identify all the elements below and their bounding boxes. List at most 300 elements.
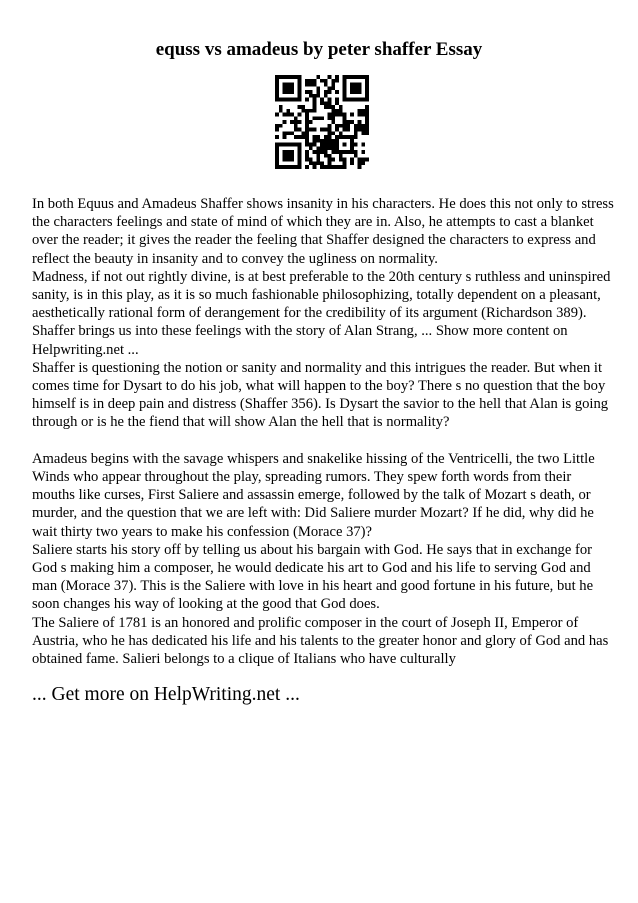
qr-module (309, 128, 313, 132)
qr-module (324, 94, 328, 98)
qr-module (286, 113, 290, 117)
qr-module (294, 116, 298, 120)
qr-module (298, 105, 302, 109)
qr-module (305, 165, 309, 169)
qr-module (290, 131, 294, 135)
qr-module (283, 158, 287, 162)
qr-module (290, 154, 294, 158)
qr-module (305, 109, 309, 113)
qr-module (358, 165, 362, 169)
qr-module (290, 143, 294, 147)
qr-module (331, 116, 335, 120)
qr-module (343, 143, 347, 147)
qr-module (286, 150, 290, 154)
qr-module (309, 90, 313, 94)
qr-module (335, 98, 339, 102)
qr-module (331, 143, 335, 147)
qr-module (313, 101, 317, 105)
qr-module (286, 143, 290, 147)
qr-module (343, 86, 347, 90)
qr-module (301, 109, 305, 113)
qr-module (313, 135, 317, 139)
qr-module (361, 150, 365, 154)
qr-module (275, 79, 279, 83)
qr-module (354, 124, 358, 128)
qr-module (324, 146, 328, 150)
qr-module (350, 120, 354, 124)
qr-module (324, 105, 328, 109)
qr-module (328, 124, 332, 128)
qr-module (313, 83, 317, 87)
qr-module (324, 150, 328, 154)
qr-module (305, 113, 309, 117)
qr-module (339, 113, 343, 117)
essay-body (32, 195, 616, 668)
qr-module (354, 143, 358, 147)
qr-module (328, 131, 332, 135)
qr-module (316, 94, 320, 98)
qr-module (335, 143, 339, 147)
qr-module (305, 128, 309, 132)
qr-module (343, 165, 347, 169)
qr-module (301, 105, 305, 109)
qr-module (313, 143, 317, 147)
qr-module (339, 135, 343, 139)
qr-module (350, 146, 354, 150)
qr-module (309, 120, 313, 124)
qr-module (343, 90, 347, 94)
paragraph: Madness, if not out rightly divine, is at best preferable to the 20th century s ruthless and uninspired sanity, is in this play, as it is so much fashionable philosophizing, totally dependent on a pleasant, aesthetically rational form of derangement for the credibility of its argument (Richardson 389). (32, 268, 611, 322)
qr-module (343, 150, 347, 154)
qr-module (283, 143, 287, 147)
qr-module (328, 90, 332, 94)
qr-module (283, 75, 287, 79)
qr-module (335, 79, 339, 83)
qr-module (335, 113, 339, 117)
qr-module (298, 150, 302, 154)
qr-module (324, 143, 328, 147)
qr-module (335, 135, 339, 139)
qr-module (328, 143, 332, 147)
qr-module (354, 90, 358, 94)
qr-module (358, 158, 362, 162)
qr-module (283, 135, 287, 139)
qr-module (331, 79, 335, 83)
qr-module (298, 154, 302, 158)
qr-module (294, 124, 298, 128)
qr-module (283, 113, 287, 117)
qr-module (331, 83, 335, 87)
qr-module (309, 79, 313, 83)
qr-module (309, 143, 313, 147)
qr-module (305, 98, 309, 102)
qr-module (290, 98, 294, 102)
qr-module (350, 158, 354, 162)
qr-module (305, 124, 309, 128)
qr-module (365, 98, 369, 102)
qr-module (286, 131, 290, 135)
qr-module (298, 113, 302, 117)
qr-module (335, 75, 339, 79)
qr-module (275, 154, 279, 158)
qr-module (350, 98, 354, 102)
qr-module (328, 154, 332, 158)
paragraph: In both Equus and Amadeus Shaffer shows insanity in his characters. He does this not only to stress the characters feelings and state of mind of which they are in. Also, he attempts to cast a blanket over the reader; it gives the reader the feeling that Shaffer designed the characters to express and reflect the beauty in insanity and to convey the ugliness on normality. (32, 196, 614, 267)
qr-module (298, 135, 302, 139)
qr-module (290, 90, 294, 94)
qr-module (331, 158, 335, 162)
qr-module (324, 128, 328, 132)
qr-module (305, 116, 309, 120)
qr-module (331, 146, 335, 150)
qr-module (290, 113, 294, 117)
qr-module (331, 150, 335, 154)
qr-module (350, 90, 354, 94)
qr-module (305, 120, 309, 124)
qr-module (286, 98, 290, 102)
qr-module (283, 120, 287, 124)
qr-module (350, 161, 354, 165)
qr-module (335, 109, 339, 113)
qr-module (358, 75, 362, 79)
qr-module (346, 135, 350, 139)
qr-module (275, 90, 279, 94)
qr-module (283, 86, 287, 90)
qr-module (361, 131, 365, 135)
qr-module (361, 143, 365, 147)
qr-module (283, 154, 287, 158)
qr-module (343, 94, 347, 98)
qr-module (328, 101, 332, 105)
qr-module (346, 124, 350, 128)
qr-module (301, 131, 305, 135)
qr-module (354, 86, 358, 90)
qr-module (328, 146, 332, 150)
qr-module (365, 94, 369, 98)
qr-module (365, 158, 369, 162)
qr-module (275, 75, 279, 79)
qr-module (290, 158, 294, 162)
qr-module (350, 86, 354, 90)
qr-module (305, 143, 309, 147)
qr-module (350, 150, 354, 154)
qr-module (350, 113, 354, 117)
qr-module (346, 75, 350, 79)
qr-module (275, 165, 279, 169)
qr-module (313, 150, 317, 154)
qr-module (354, 75, 358, 79)
qr-module (279, 124, 283, 128)
qr-module (279, 105, 283, 109)
qr-module (316, 139, 320, 143)
qr-module (320, 139, 324, 143)
qr-module (275, 161, 279, 165)
qr-module (275, 83, 279, 87)
qr-module (286, 86, 290, 90)
qr-module (316, 116, 320, 120)
qr-module (313, 79, 317, 83)
qr-module (331, 139, 335, 143)
qr-module (335, 128, 339, 132)
qr-module (309, 83, 313, 87)
qr-module (313, 109, 317, 113)
qr-module (316, 135, 320, 139)
qr-module (361, 75, 365, 79)
qr-module (365, 116, 369, 120)
qr-module (275, 128, 279, 132)
qr-module (361, 98, 365, 102)
qr-module (290, 150, 294, 154)
qr-module (298, 86, 302, 90)
qr-module (275, 143, 279, 147)
qr-module (275, 124, 279, 128)
qr-module (313, 94, 317, 98)
qr-module (343, 75, 347, 79)
qr-module (339, 165, 343, 169)
qr-module (350, 143, 354, 147)
qr-module (298, 98, 302, 102)
qr-module (331, 109, 335, 113)
qr-module (365, 79, 369, 83)
qr-module (328, 113, 332, 117)
qr-module (354, 83, 358, 87)
qr-module (328, 128, 332, 132)
qr-module (328, 139, 332, 143)
qr-module (301, 135, 305, 139)
qr-module (365, 105, 369, 109)
qr-module (354, 135, 358, 139)
qr-module (275, 98, 279, 102)
qr-module (305, 135, 309, 139)
qr-module (294, 143, 298, 147)
qr-module (335, 101, 339, 105)
qr-module (331, 86, 335, 90)
qr-module (343, 120, 347, 124)
qr-module (328, 158, 332, 162)
qr-module (324, 101, 328, 105)
qr-module (320, 101, 324, 105)
qr-module (275, 135, 279, 139)
paragraph: Amadeus begins with the savage whispers and snakelike hissing of the Ventricelli, the two Little Winds who appear throughout the play, spreading rumors. They spew forth words from their mouths like curses, First Saliere and assassin emerge, followed by the talk of Mozart s death, or murder, and the question that we are left with: Did Saliere murder Mozart? If he did, why did he wait thirty two years to make his confession (Morace 37)? (32, 450, 595, 540)
qr-module (331, 165, 335, 169)
qr-module (316, 146, 320, 150)
qr-module (305, 90, 309, 94)
qr-module (313, 139, 317, 143)
qr-module (365, 113, 369, 117)
qr-module (365, 75, 369, 79)
qr-module (298, 90, 302, 94)
qr-module (328, 135, 332, 139)
qr-module (354, 128, 358, 132)
qr-module (339, 105, 343, 109)
qr-module (305, 154, 309, 158)
qr-module (316, 86, 320, 90)
qr-module (339, 158, 343, 162)
qr-module (346, 128, 350, 132)
qr-module (358, 98, 362, 102)
qr-module (305, 150, 309, 154)
qr-module (365, 90, 369, 94)
qr-module (361, 158, 365, 162)
qr-module (346, 98, 350, 102)
qr-module (365, 131, 369, 135)
qr-module (279, 165, 283, 169)
qr-module (339, 150, 343, 154)
paragraph: The Saliere of 1781 is an honored and prolific composer in the court of Joseph II, Emperor of Austria, who he has dedicated his life and his talents to the greater honor and glory of God and has obtained fame. Salieri belongs to a clique of Italians who have culturally (32, 614, 609, 668)
qr-module (339, 109, 343, 113)
qr-module (339, 124, 343, 128)
qr-module (305, 79, 309, 83)
qr-module (309, 109, 313, 113)
qr-module (298, 75, 302, 79)
qr-module (275, 113, 279, 117)
qr-module (275, 146, 279, 150)
qr-module (313, 161, 317, 165)
qr-module (286, 75, 290, 79)
qr-module (305, 139, 309, 143)
qr-module (343, 128, 347, 132)
qr-module (316, 161, 320, 165)
qr-module (361, 113, 365, 117)
qr-module (286, 165, 290, 169)
qr-module (365, 86, 369, 90)
qr-module (290, 83, 294, 87)
qr-module (279, 143, 283, 147)
qr-module (279, 98, 283, 102)
qr-module (320, 116, 324, 120)
qr-module (298, 79, 302, 83)
qr-module (283, 98, 287, 102)
qr-module (290, 75, 294, 79)
qr-module (343, 83, 347, 87)
qr-module (343, 158, 347, 162)
qr-module (313, 128, 317, 132)
document-title: equss vs amadeus by peter shaffer Essay (155, 39, 483, 60)
qr-module (350, 75, 354, 79)
qr-module (361, 124, 365, 128)
qr-module (275, 86, 279, 90)
qr-module (358, 83, 362, 87)
qr-module (309, 158, 313, 162)
qr-module (313, 165, 317, 169)
qr-module (298, 128, 302, 132)
qr-module (343, 113, 347, 117)
qr-module (305, 83, 309, 87)
qr-module (298, 83, 302, 87)
qr-module (286, 158, 290, 162)
qr-module (286, 90, 290, 94)
qr-module (331, 105, 335, 109)
qr-module (279, 109, 283, 113)
qr-module (290, 165, 294, 169)
qr-module (309, 94, 313, 98)
qr-module (361, 128, 365, 132)
qr-code-icon (275, 75, 369, 169)
qr-module (343, 116, 347, 120)
qr-module (283, 150, 287, 154)
qr-module (365, 109, 369, 113)
qr-module (283, 90, 287, 94)
qr-module (294, 75, 298, 79)
qr-module (320, 146, 324, 150)
qr-module (358, 161, 362, 165)
qr-module (286, 154, 290, 158)
qr-module (298, 146, 302, 150)
qr-module (283, 165, 287, 169)
qr-module (298, 94, 302, 98)
qr-module (294, 98, 298, 102)
qr-module (346, 150, 350, 154)
qr-module (298, 158, 302, 162)
qr-module (328, 98, 332, 102)
qr-module (358, 86, 362, 90)
qr-module (313, 98, 317, 102)
qr-module (365, 124, 369, 128)
qr-module (335, 139, 339, 143)
qr-module (365, 120, 369, 124)
qr-module (339, 131, 343, 135)
qr-module (298, 165, 302, 169)
get-more-link[interactable]: ... Get more on HelpWriting.net ... (32, 684, 300, 705)
qr-module (361, 109, 365, 113)
qr-module (331, 131, 335, 135)
qr-module (286, 83, 290, 87)
qr-module (354, 154, 358, 158)
qr-module (358, 128, 362, 132)
qr-module (298, 120, 302, 124)
qr-module (335, 146, 339, 150)
paragraph: Shaffer brings us into these feelings with the story of Alan Strang, ... Show more content on Helpwriting.net ... (32, 323, 568, 358)
qr-module (320, 143, 324, 147)
qr-module (320, 161, 324, 165)
qr-module (358, 120, 362, 124)
qr-module (316, 158, 320, 162)
qr-module (313, 116, 317, 120)
qr-module (309, 161, 313, 165)
qr-module (328, 86, 332, 90)
qr-module (346, 120, 350, 124)
qr-module (324, 79, 328, 83)
qr-module (328, 105, 332, 109)
qr-module (358, 124, 362, 128)
qr-module (343, 124, 347, 128)
qr-module (290, 120, 294, 124)
qr-module (361, 161, 365, 165)
qr-module (335, 150, 339, 154)
qr-module (294, 128, 298, 132)
qr-module (305, 131, 309, 135)
qr-module (324, 165, 328, 169)
qr-module (294, 120, 298, 124)
qr-module (343, 161, 347, 165)
qr-module (331, 113, 335, 117)
qr-module (313, 105, 317, 109)
qr-module (350, 139, 354, 143)
qr-module (358, 90, 362, 94)
qr-module (354, 131, 358, 135)
qr-module (365, 128, 369, 132)
qr-module (324, 90, 328, 94)
qr-module (354, 98, 358, 102)
qr-module (305, 158, 309, 162)
qr-module (309, 146, 313, 150)
qr-module (354, 150, 358, 154)
qr-module (328, 116, 332, 120)
qr-module (286, 109, 290, 113)
qr-module (358, 109, 362, 113)
qr-module (324, 83, 328, 87)
qr-module (316, 154, 320, 158)
